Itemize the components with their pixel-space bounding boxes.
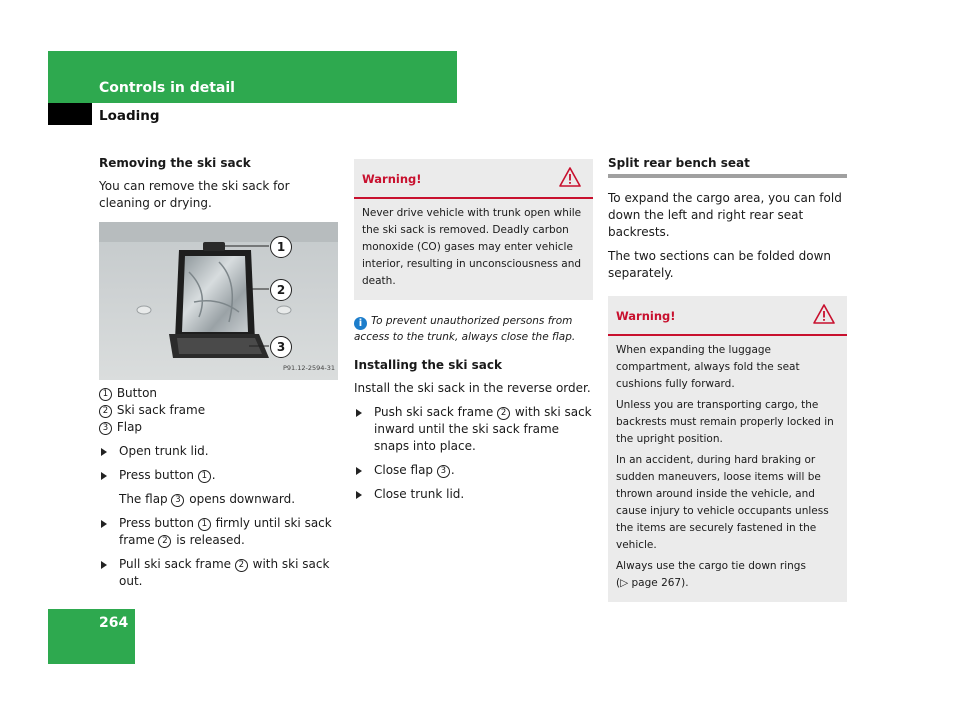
warning-header — [608, 296, 847, 336]
legend-item: 3 Flap — [99, 419, 339, 436]
warning-triangle-icon — [559, 167, 581, 187]
callout-1: 1 — [270, 236, 292, 258]
warning-text: Never drive vehicle with trunk open while the ski sack is removed. Deadly carbon monoxide (CO) gases may enter vehicle interior, resulting in unconsciousness and death. — [362, 207, 582, 287]
column-right — [608, 155, 847, 616]
info-note: i To prevent unauthorized persons from access to the trunk, always close the flap. — [354, 315, 576, 343]
chapter-marker — [48, 103, 92, 125]
step-open-trunk: Open trunk lid. — [99, 443, 339, 460]
ski-sack-illustration — [99, 222, 338, 380]
heading-removing-ski-sack: Removing the ski sack — [99, 156, 251, 170]
section-title: Controls in detail — [99, 80, 235, 96]
heading-split-rear-bench: Split rear bench seat — [608, 155, 847, 178]
info-icon: i — [354, 317, 367, 330]
split-para-2: The two sections can be folded down separately. — [608, 249, 831, 280]
figure-reference: P91.12-2594-31 — [282, 364, 335, 372]
callout-3: 3 — [270, 336, 292, 358]
bullet-arrow-icon — [101, 520, 107, 528]
intro-text: You can remove the ski sack for cleaning or drying. — [99, 179, 290, 210]
warning-title: Warning! — [362, 172, 422, 186]
ski-sack-figure — [99, 222, 338, 380]
warning-text: When expanding the luggage compartment, always fold the seat cushions fully forward. Unless you are transporting cargo, the backrests must remain properly locked in the upright position. In an accident, during hard braking or sudden maneuvers, loose items will be thrown around inside the vehicle, and cause injury to vehicle occupants unless the items are securely fastened in the vehicle. Always use the cargo tie down rings (▷ page 267). — [616, 344, 834, 589]
figure-legend — [99, 385, 339, 436]
column-middle — [354, 159, 593, 510]
warning-header — [354, 159, 593, 199]
page-reference-link[interactable]: (▷ page 267). — [616, 577, 689, 589]
install-intro: Install the ski sack in the reverse order. — [354, 381, 591, 395]
callout-2: 2 — [270, 279, 292, 301]
bullet-arrow-icon — [356, 409, 362, 417]
legend-item: 1 Button — [99, 385, 339, 402]
warning-title: Warning! — [616, 309, 676, 323]
split-para-1: To expand the cargo area, you can fold down the left and right rear seat backrests. — [608, 191, 842, 239]
step-press-button: Press button 1 . — [99, 467, 339, 484]
bullet-arrow-icon — [101, 561, 107, 569]
step-pull-frame: Pull ski sack frame 2 with ski sack out. — [99, 556, 339, 590]
step-close-flap: Close flap 3 . — [354, 462, 593, 479]
step-result: The flap 3 opens downward. — [119, 492, 296, 506]
bullet-arrow-icon — [356, 491, 362, 499]
bullet-arrow-icon — [101, 472, 107, 480]
warning-triangle-icon — [813, 304, 835, 324]
warning-box — [354, 159, 593, 300]
subsection-title: Loading — [99, 108, 160, 124]
step-press-firmly: Press button 1 firmly until ski sack frame 2 is released. — [99, 515, 339, 549]
heading-installing-ski-sack: Installing the ski sack — [354, 358, 502, 372]
column-left — [99, 155, 339, 597]
warning-box — [608, 296, 847, 602]
bullet-arrow-icon — [356, 467, 362, 475]
legend-item: 2 Ski sack frame — [99, 402, 339, 419]
step-close-trunk: Close trunk lid. — [354, 486, 593, 503]
step-push-frame: Push ski sack frame 2 with ski sack inward until the ski sack frame snaps into place. — [354, 404, 593, 455]
bullet-arrow-icon — [101, 448, 107, 456]
page-number: 264 — [99, 615, 129, 631]
